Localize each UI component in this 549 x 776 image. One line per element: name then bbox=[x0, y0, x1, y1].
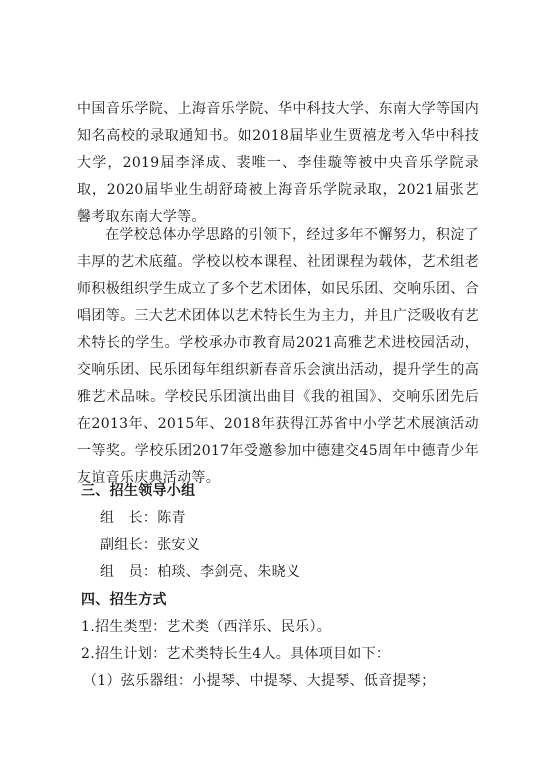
admission-paragraph: 中国音乐学院、上海音乐学院、华中科技大学、东南大学等国内知名高校的录取通知书。如2018届毕业生贾禧龙考入华中科技大学，2019届李泽成、裴唯一、李佳璇等被中央音乐学院录取，2020届毕业生胡舒琦被上海音乐学院录取，2021届张艺馨考取东南大学等。 bbox=[77, 101, 479, 225]
section-heading-leadership: 三、招生领导小组 bbox=[81, 483, 196, 499]
string-group-line: （1）弦乐器组：小提琴、中提琴、大提琴、低音提琴； bbox=[83, 673, 436, 689]
arts-groups-paragraph: 在学校总体办学思路的引领下，经过多年不懈努力，积淀了丰厚的艺术底蕴。学校以校本课程、社团课程为载体，艺术组老师积极组织学生成立了多个艺术团体，如民乐团、交响乐团、合唱团等。三大艺术团体以艺术特长生为主力，并且广泛吸收有艺术特长的学生。学校承办市教育局2021高雅艺术进校园活动，交响乐团、民乐团每年组织新春音乐会演出活动，提升学生的高雅艺术品味。学校民乐团演出曲目《我的祖国》、交响乐团先后在2013年、2015年、2018年获得江苏省中小学艺术展演活动一等奖。学校乐团2017年受邀参加中德建交45周年中德青少年友谊音乐庆典活动等。 bbox=[77, 227, 479, 486]
members-line: 组 员：柏琰、李剑亮、朱晓义 bbox=[100, 564, 301, 580]
deputy-leader-line: 副组长：张安义 bbox=[100, 537, 201, 553]
enrollment-type-line: 1.招生类型：艺术类（西洋乐、民乐）。 bbox=[81, 619, 332, 635]
leader-line: 组 长：陈青 bbox=[100, 510, 186, 526]
enrollment-plan-line: 2.招生计划：艺术类特长生4人。具体项目如下： bbox=[81, 646, 391, 662]
section-heading-method: 四、招生方式 bbox=[81, 592, 167, 608]
